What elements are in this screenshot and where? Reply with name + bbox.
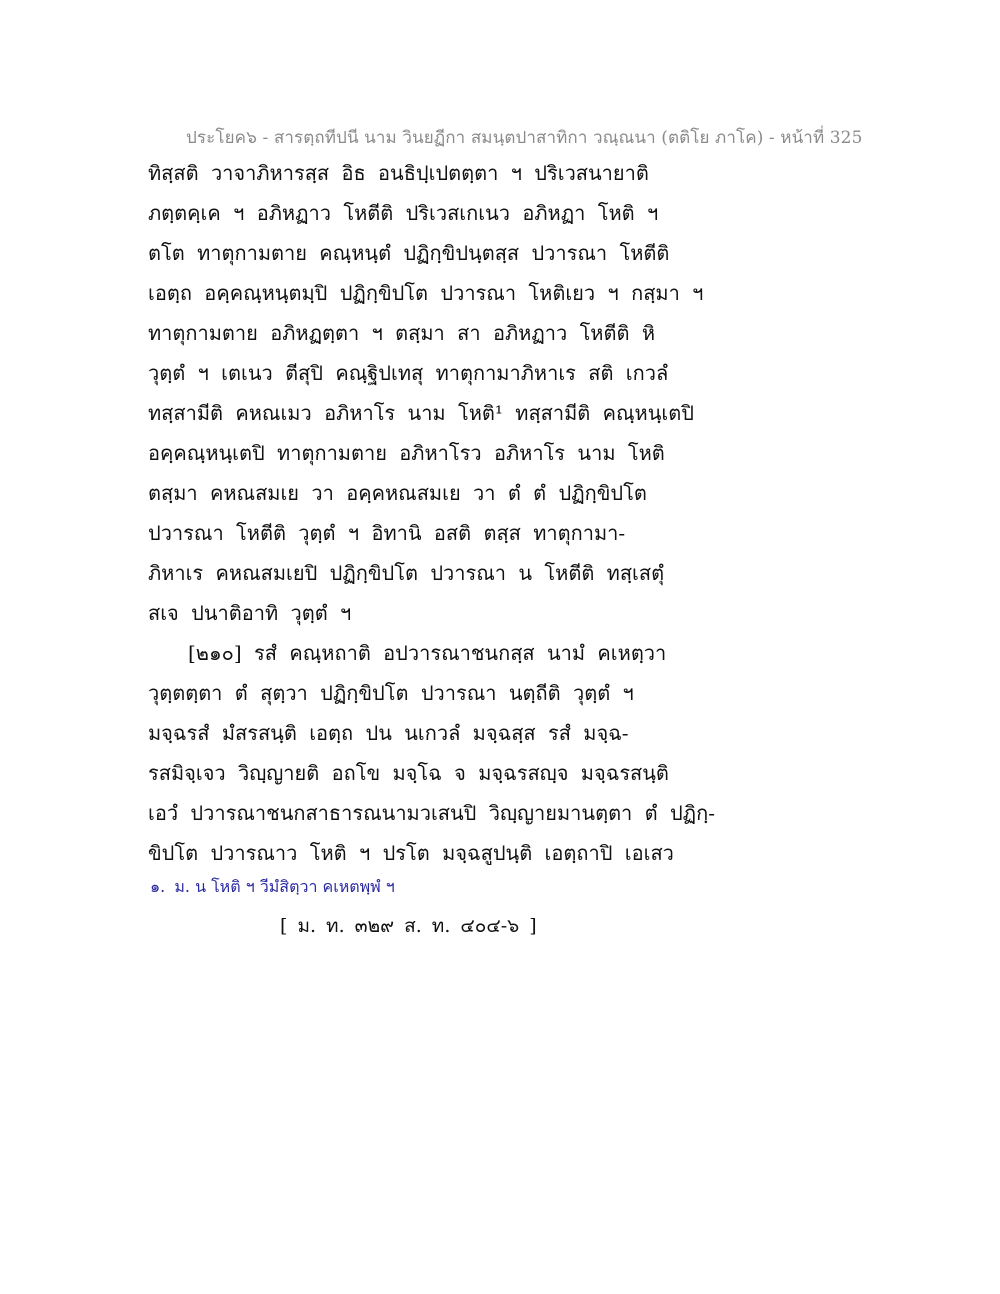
text-line: ตสฺมา คหณสมเย วา อคฺคหณสมเย วา ตํ ตํ ปฏิกฺขิปโต: [148, 481, 647, 505]
text-line: ทาตุกามตาย อภิหฏตฺตา ฯ ตสฺมา สา อภิหฏาว โหตีติ หิ: [148, 321, 656, 345]
text-line: อคฺคณฺหนฺเตปิ ทาตุกามตาย อภิหาโรว อภิหาโร นาม โหติ: [148, 441, 665, 465]
text-line: สเจ ปนาติอาทิ วุตฺตํ ฯ: [148, 601, 352, 625]
text-line: เอวํ ปวารณาชนกสาธารณนามวเสนปิ วิญฺญายมานตฺตา ตํ ปฏิกฺ-: [148, 801, 715, 825]
text-line: ทิสฺสติ วาจาภิหารสฺส อิธ อนธิปฺเปตตฺตา ฯ ปริเวสนายาติ: [148, 161, 649, 185]
text-line: ทสฺสามีติ คหณเมว อภิหาโร นาม โหติ¹ ทสฺสามีติ คณฺหนฺเตปิ: [148, 401, 694, 425]
text-line: ตโต ทาตุกามตาย คณฺหนฺตํ ปฏิกฺขิปนฺตสฺส ปวารณา โหตีติ: [148, 241, 670, 265]
text-line: ภิหาเร คหณสมเยปิ ปฏิกฺขิปโต ปวารณา น โหตีติ ทสฺเสตุํ: [148, 561, 665, 585]
main-text: [148, 157, 715, 877]
footnote-text: ม. น โหติ ฯ วีมํสิตฺวา คเหตพฺพํ ฯ: [174, 877, 395, 896]
text-line: ภตฺตคฺเค ฯ อภิหฏาว โหตีติ ปริเวสเกเนว อภิหฏา โหติ ฯ: [148, 201, 659, 225]
page-header: ประโยค๖ - สารตฺถทีปนี นาม วินยฏีกา สมนฺตปาสาทิกา วณฺณนา (ตติโย ภาโค) - หน้าที่ 325: [186, 128, 863, 148]
footnote-number: ๑.: [150, 877, 166, 896]
text-line: ปวารณา โหตีติ วุตฺตํ ฯ อิทานิ อสติ ตสฺส ทาตุกามา-: [148, 521, 626, 545]
text-line: วุตฺตตฺตา ตํ สุตฺวา ปฏิกฺขิปโต ปวารณา นตฺถีติ วุตฺตํ ฯ: [148, 681, 634, 705]
text-line: รสมิจฺเจว วิญฺญายติ อถโข มจฺโฉ จ มจฺฉรสญฺจ มจฺฉรสนฺติ: [148, 761, 669, 785]
text-line: เอตฺถ อคฺคณฺหนฺตมฺปิ ปฏิกฺขิปโต ปวารณา โหติเยว ฯ กสฺมา ฯ: [148, 281, 704, 305]
page-reference: [ ม. ท. ๓๒๙ ส. ท. ๔๐๔-๖ ]: [280, 915, 537, 937]
paragraph-start-line: [๒๑๐] รสํ คณฺหถาติ อปวารณาชนกสฺส นามํ คเหตฺวา: [188, 641, 667, 665]
text-line: ขิปโต ปวารณาว โหติ ฯ ปรโต มจฺฉสูปนฺติ เอตฺถาปิ เอเสว: [148, 841, 674, 865]
text-line: มจฺฉรสํ มํสรสนฺติ เอตฺถ ปน นเกวลํ มจฺฉสฺส รสํ มจฺฉ-: [148, 721, 629, 745]
text-line: วุตฺตํ ฯ เตเนว ตีสุปิ คณฺฐิปเทสุ ทาตุกามาภิหาเร สติ เกวลํ: [148, 361, 669, 385]
footnote: [150, 875, 395, 900]
